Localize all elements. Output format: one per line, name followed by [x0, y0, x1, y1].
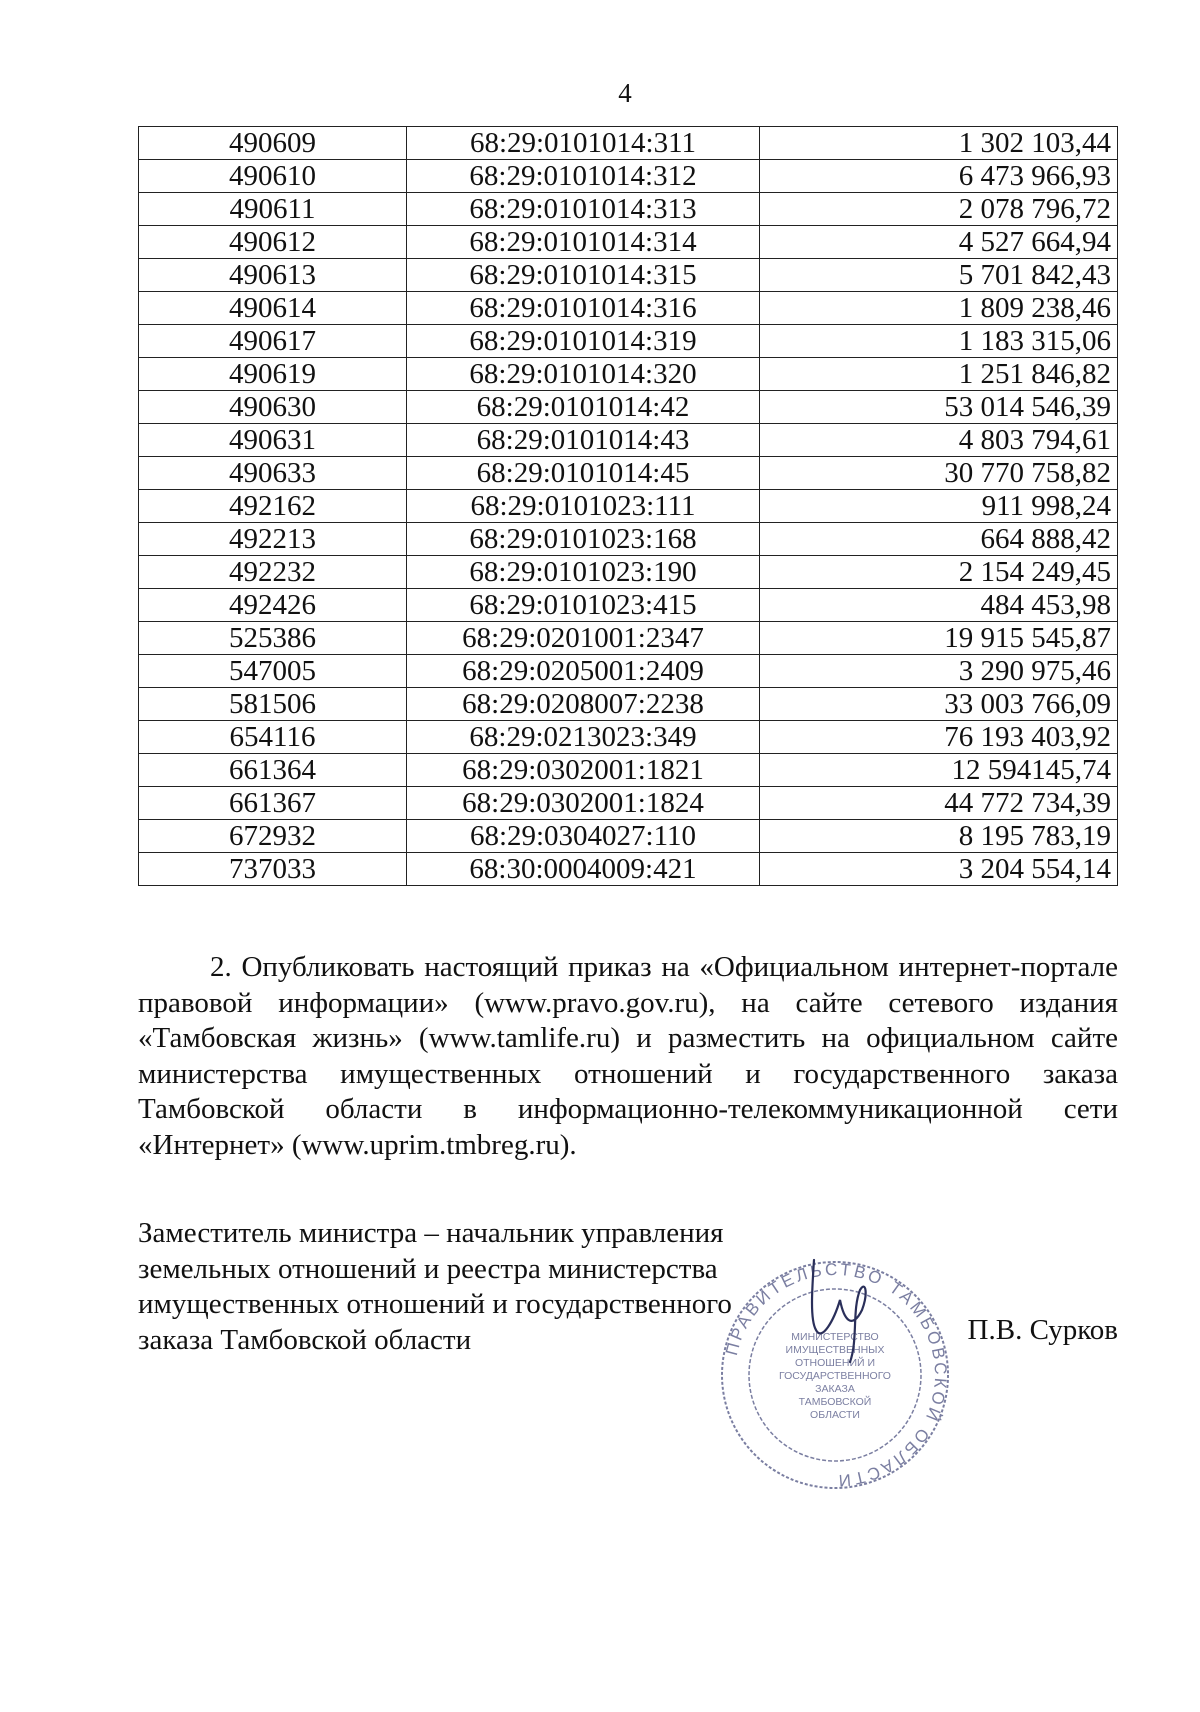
- seal-inner-line: ОТНОШЕНИЙ И: [794, 1357, 876, 1369]
- parcel-number-cell: 490613: [139, 259, 407, 292]
- signer-position: [138, 1216, 738, 1358]
- parcel-number-cell: 547005: [139, 655, 407, 688]
- table-row: [139, 160, 1118, 193]
- parcel-number-cell: 492162: [139, 490, 407, 523]
- parcel-number-cell: 492213: [139, 523, 407, 556]
- cadastral-value-cell: 33 003 766,09: [760, 688, 1118, 721]
- cadastral-value-cell: 4 803 794,61: [760, 424, 1118, 457]
- table-row: [139, 358, 1118, 391]
- cadastral-number-cell: 68:29:0101014:312: [407, 160, 760, 193]
- table-row: [139, 325, 1118, 358]
- parcel-number-cell: 490612: [139, 226, 407, 259]
- parcel-number-cell: 661364: [139, 754, 407, 787]
- seal-inner-line: МИНИСТЕРСТВО: [791, 1331, 879, 1343]
- cadastral-value-table: [138, 126, 1118, 886]
- cadastral-number-cell: 68:29:0101014:311: [407, 127, 760, 160]
- handwritten-signature: [800, 1250, 890, 1370]
- cadastral-number-cell: 68:29:0213023:349: [407, 721, 760, 754]
- svg-text:ПРАВИТЕЛЬСТВО ТАМБОВСКОЙ ОБЛАС: ПРАВИТЕЛЬСТВО ТАМБОВСКОЙ ОБЛАСТИ: [721, 1259, 951, 1491]
- cadastral-value-cell: 1 183 315,06: [760, 325, 1118, 358]
- cadastral-number-cell: 68:29:0101023:111: [407, 490, 760, 523]
- table-row: [139, 226, 1118, 259]
- seal-inner-line: ИМУЩЕСТВЕННЫХ: [785, 1344, 885, 1356]
- cadastral-value-cell: 6 473 966,93: [760, 160, 1118, 193]
- cadastral-number-cell: 68:29:0302001:1824: [407, 787, 760, 820]
- paragraph-line: министерства имущественных отношений и государственного заказа: [138, 1057, 1118, 1090]
- parcel-number-cell: 654116: [139, 721, 407, 754]
- signer-name: П.В. Сурков: [967, 1314, 1118, 1346]
- parcel-number-cell: 490631: [139, 424, 407, 457]
- seal-inner-line: ОБЛАСТИ: [810, 1409, 860, 1421]
- cadastral-number-cell: 68:29:0101014:315: [407, 259, 760, 292]
- parcel-number-cell: 490611: [139, 193, 407, 226]
- cadastral-number-cell: 68:29:0101014:45: [407, 457, 760, 490]
- cadastral-value-cell: 19 915 545,87: [760, 622, 1118, 655]
- cadastral-value-cell: 1 251 846,82: [760, 358, 1118, 391]
- cadastral-number-cell: 68:29:0101023:190: [407, 556, 760, 589]
- paragraph-line: правовой информации» (www.pravo.gov.ru), на сайте сетевого издания: [138, 986, 1118, 1019]
- table-row: [139, 424, 1118, 457]
- parcel-number-cell: 525386: [139, 622, 407, 655]
- table-row: [139, 721, 1118, 754]
- cadastral-number-cell: 68:29:0101014:314: [407, 226, 760, 259]
- cadastral-value-cell: 5 701 842,43: [760, 259, 1118, 292]
- cadastral-value-cell: 2 078 796,72: [760, 193, 1118, 226]
- table-row: [139, 523, 1118, 556]
- cadastral-value-cell: 3 204 554,14: [760, 853, 1118, 886]
- cadastral-number-cell: 68:29:0101014:43: [407, 424, 760, 457]
- paragraph-line: Тамбовской области в информационно-телекоммуникационной сети: [138, 1093, 1118, 1125]
- parcel-number-cell: 490614: [139, 292, 407, 325]
- cadastral-number-cell: 68:29:0208007:2238: [407, 688, 760, 721]
- parcel-number-cell: 490609: [139, 127, 407, 160]
- table-row: [139, 457, 1118, 490]
- cadastral-value-cell: 8 195 783,19: [760, 820, 1118, 853]
- position-line: земельных отношений и реестра министерства: [138, 1252, 718, 1285]
- parcel-number-cell: 672932: [139, 820, 407, 853]
- cadastral-value-cell: 664 888,42: [760, 523, 1118, 556]
- paragraph-line: «Интернет» (www.uprim.tmbreg.ru).: [138, 1128, 577, 1161]
- parcel-number-cell: 490610: [139, 160, 407, 193]
- table-row: [139, 391, 1118, 424]
- cadastral-value-cell: 484 453,98: [760, 589, 1118, 622]
- parcel-number-cell: 737033: [139, 853, 407, 886]
- table-row: [139, 490, 1118, 523]
- parcel-number-cell: 490619: [139, 358, 407, 391]
- cadastral-number-cell: 68:29:0201001:2347: [407, 622, 760, 655]
- table-row: [139, 127, 1118, 160]
- cadastral-number-cell: 68:30:0004009:421: [407, 853, 760, 886]
- position-line: заказа Тамбовской области: [138, 1323, 472, 1356]
- parcel-number-cell: 490630: [139, 391, 407, 424]
- table-row: [139, 820, 1118, 853]
- table-row: [139, 754, 1118, 787]
- cadastral-number-cell: 68:29:0101023:415: [407, 589, 760, 622]
- cadastral-number-cell: 68:29:0101023:168: [407, 523, 760, 556]
- cadastral-value-cell: 4 527 664,94: [760, 226, 1118, 259]
- seal-inner-line: ЗАКАЗА: [815, 1383, 855, 1395]
- table-row: [139, 292, 1118, 325]
- cadastral-value-cell: 2 154 249,45: [760, 556, 1118, 589]
- cadastral-number-cell: 68:29:0205001:2409: [407, 655, 760, 688]
- cadastral-value-cell: 30 770 758,82: [760, 457, 1118, 490]
- cadastral-number-cell: 68:29:0101014:320: [407, 358, 760, 391]
- cadastral-number-cell: 68:29:0304027:110: [407, 820, 760, 853]
- table-row: [139, 193, 1118, 226]
- cadastral-value-cell: 911 998,24: [760, 490, 1118, 523]
- page-number: 4: [618, 78, 632, 108]
- cadastral-value-cell: 1 809 238,46: [760, 292, 1118, 325]
- paragraph-line: «Тамбовская жизнь» (www.tamlife.ru) и разместить на официальном сайте: [138, 1022, 1118, 1054]
- cadastral-value-cell: 1 302 103,44: [760, 127, 1118, 160]
- cadastral-number-cell: 68:29:0302001:1821: [407, 754, 760, 787]
- table-row: [139, 787, 1118, 820]
- parcel-number-cell: 490633: [139, 457, 407, 490]
- cadastral-number-cell: 68:29:0101014:313: [407, 193, 760, 226]
- cadastral-number-cell: 68:29:0101014:316: [407, 292, 760, 325]
- position-line: Заместитель министра – начальник управления: [138, 1217, 724, 1249]
- cadastral-number-cell: 68:29:0101014:319: [407, 325, 760, 358]
- table-row: [139, 556, 1118, 589]
- cadastral-value-cell: 44 772 734,39: [760, 787, 1118, 820]
- table-row: [139, 589, 1118, 622]
- table-row: [139, 622, 1118, 655]
- cadastral-number-cell: 68:29:0101014:42: [407, 391, 760, 424]
- cadastral-value-cell: 3 290 975,46: [760, 655, 1118, 688]
- seal-inner-line: ГОСУДАРСТВЕННОГО: [779, 1370, 891, 1382]
- parcel-number-cell: 581506: [139, 688, 407, 721]
- publication-paragraph: [138, 950, 1118, 1163]
- cadastral-value-cell: 12 594145,74: [760, 754, 1118, 787]
- table-row: [139, 259, 1118, 292]
- position-line: имущественных отношений и государственного: [138, 1288, 732, 1320]
- table-row: [139, 688, 1118, 721]
- parcel-number-cell: 490617: [139, 325, 407, 358]
- table-row: [139, 853, 1118, 886]
- cadastral-value-cell: 76 193 403,92: [760, 721, 1118, 754]
- parcel-number-cell: 492426: [139, 589, 407, 622]
- table-row: [139, 655, 1118, 688]
- parcel-number-cell: 492232: [139, 556, 407, 589]
- seal-inner-line: ТАМБОВСКОЙ: [798, 1396, 872, 1408]
- cadastral-value-cell: 53 014 546,39: [760, 391, 1118, 424]
- parcel-number-cell: 661367: [139, 787, 407, 820]
- paragraph-line: 2. Опубликовать настоящий приказ на «Официальном интернет-портале: [210, 951, 1118, 983]
